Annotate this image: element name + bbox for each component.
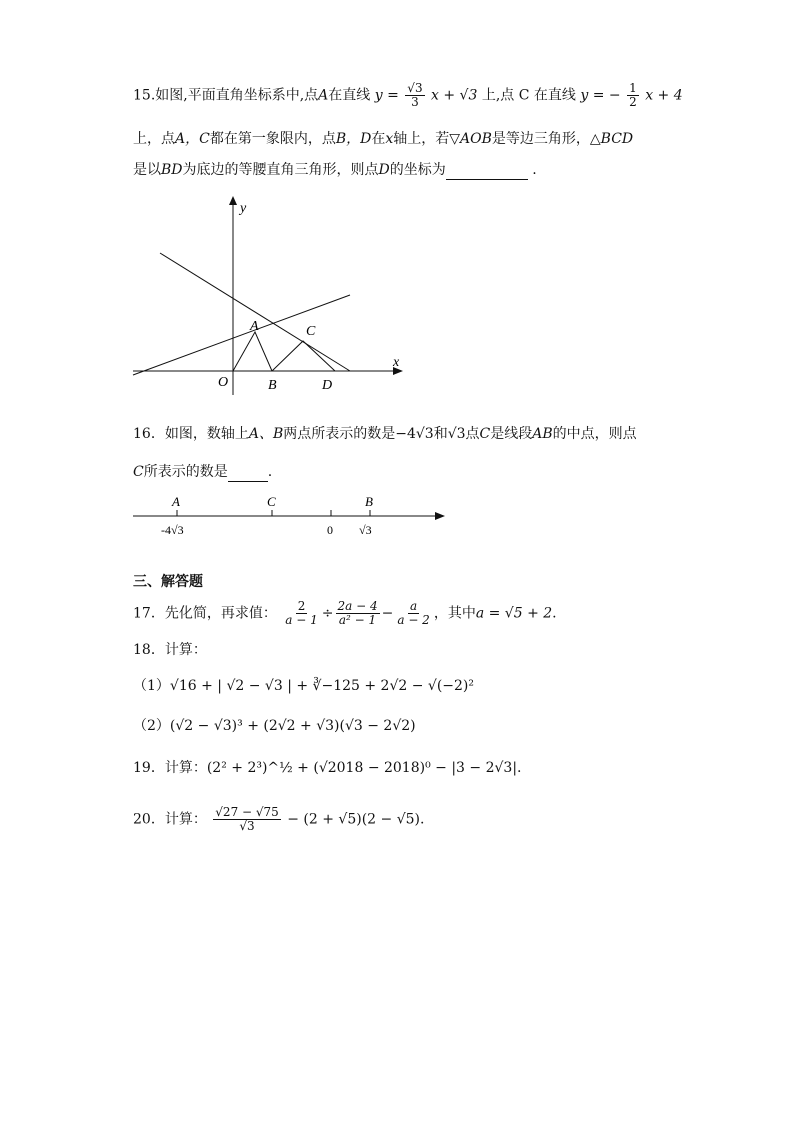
line-y-sqrt3-over-3-x bbox=[133, 295, 350, 375]
q16-number-line bbox=[125, 488, 455, 548]
nl-label-C: C bbox=[267, 494, 276, 509]
q16-number: 16． bbox=[133, 426, 165, 442]
nl-label-B: B bbox=[365, 494, 373, 509]
q17-number: 17．先化简，再求值： bbox=[133, 605, 277, 622]
triangle-AOB bbox=[233, 332, 272, 371]
q17-fraction-2: $\frac{2a - 4}{\text{a² − 1}}$ bbox=[337, 599, 378, 627]
q20-number: 20．计算： bbox=[133, 811, 207, 828]
nl-value-B: √3 bbox=[359, 523, 372, 537]
label-O: O bbox=[218, 375, 229, 390]
answer-blank-15[interactable] bbox=[446, 163, 528, 180]
q18-part1: （1）√16 + | √2 − √3 | + ∛−125 + 2√2 − √(−2)² bbox=[133, 678, 475, 694]
q15-line3: 是以BD为底边的等腰直角三角形，则点D的坐标为 . bbox=[133, 162, 537, 178]
q15-number: 15. bbox=[133, 87, 156, 104]
q15-line2: 上，点A，C都在第一象限内，点B，D在x轴上，若▽AOB是等边三角形，△BCD bbox=[133, 131, 634, 147]
q19-line: 19．计算：(2² + 2³)^½ + (√2018 − 2018)⁰ − |3 − 2√3|. bbox=[133, 760, 522, 776]
q16-line2: C所表示的数是 . bbox=[133, 464, 273, 480]
q17-fraction-3: $\frac{a}{a - 2}$ bbox=[397, 599, 430, 627]
label-C: C bbox=[306, 324, 316, 339]
q15-coordinate-figure bbox=[125, 190, 415, 400]
q17-fraction-1: $\frac{2}{a - 1}$ bbox=[285, 599, 318, 627]
number-line-arrow bbox=[435, 512, 445, 520]
q19-number: 19．计算： bbox=[133, 760, 207, 776]
q15-fraction-2: $\frac{1}{2}$ bbox=[629, 81, 637, 109]
q17-line: 17．先化简，再求值： $\frac{2}{a - 1}$ ÷ $\frac{2a - 4}{\text{a² − 1}}$ − $\frac{a}{a - 2}$ ，其中a = √5 + 2. bbox=[133, 599, 557, 627]
q16-line1: 16．如图，数轴上A、B两点所表示的数是−4√3和√3点C是线段AB的中点，则点 bbox=[133, 426, 637, 442]
label-x: x bbox=[393, 355, 400, 370]
label-y: y bbox=[240, 201, 247, 216]
label-A: A bbox=[250, 319, 259, 334]
q20-line: 20．计算： $\frac{√27 - √75}{√3}$ − (2 + √5)(2 − √5). bbox=[133, 805, 425, 833]
q18-part2: （2）(√2 − √3)³ + (2√2 + √3)(√3 − 2√2) bbox=[133, 718, 416, 734]
q15-fraction-1: $\frac{√3}{3}$ bbox=[407, 81, 423, 109]
label-B: B bbox=[268, 378, 277, 393]
section-title-3: 三、解答题 bbox=[133, 574, 203, 590]
answer-blank-16[interactable] bbox=[228, 465, 268, 482]
nl-label-A: A bbox=[172, 494, 180, 509]
q15-line1: 15.如图,平面直角坐标系中,点A在直线 y = $\frac{√3}{3}$ x + √3 上,点 C 在直线 y = − $\frac{1}{2}$ x + 4 bbox=[133, 81, 683, 109]
q20-fraction: $\frac{√27 - √75}{√3}$ bbox=[215, 805, 279, 833]
y-axis-arrow bbox=[229, 196, 237, 205]
q18-title: 18．计算： bbox=[133, 642, 207, 658]
label-D: D bbox=[322, 378, 333, 393]
line-y-minus-half-x-plus-4 bbox=[160, 253, 350, 371]
nl-value-0: 0 bbox=[327, 523, 333, 537]
nl-value-A: -4√3 bbox=[161, 523, 184, 537]
